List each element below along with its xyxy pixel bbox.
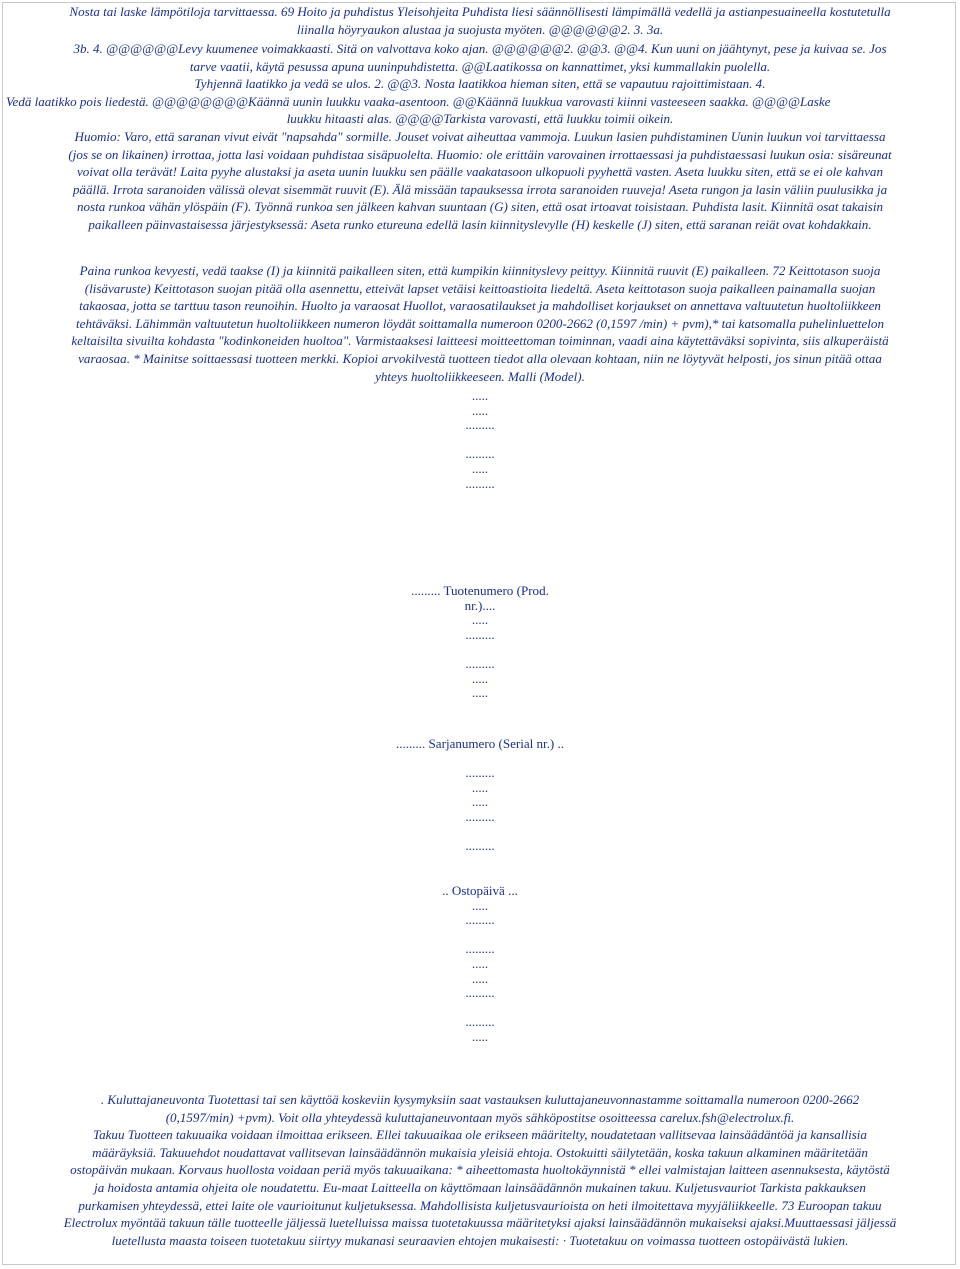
fill-in-line: ..... [471, 1028, 489, 1044]
text-line: (jos se on likainen) irrottaa, jotta lasi voidaan puhdistaa sisäpuolelta. Huomio: ole erittäin varovainen irrottaessasi ja puhdistaessasi luukun osia: sisäreunat [68, 146, 892, 162]
purchase-date-label: .. Ostopäivä ... [442, 883, 518, 898]
fill-in-line: ......... [465, 765, 495, 781]
fill-in-line: ......... [465, 475, 495, 491]
fill-in-line: ......... [465, 912, 495, 928]
fill-in-line [0, 928, 960, 943]
text-line: paikalleen päinvastaisessa järjestyksessä: Aseta runko etureuna edellä lasin kiinnityslevylle (H) keskelle (J) siten, että saranan reiät ovat kohdakkain. [88, 216, 872, 232]
text-line: nosta runkoa vähän ylöspäin (F). Työnnä runkoa sen jälkeen kahvan suuntaan (G) siten, että osat irtoavat toisistaan. Puhdista lasit. Kiinnitä osat takaisin [76, 199, 884, 215]
fill-in-line: ..... [471, 955, 489, 971]
text-line: Tyhjennä laatikko ja vedä se ulos. 2. @@3. Nosta laatikkoa hieman siten, että se vapautuu rajoittimistaan. 4. [194, 76, 766, 92]
text-line: Takuu Tuotteen takuuaika voidaan ilmoittaa erikseen. Ellei takuuaikaa ole erikseen määritelty, noudatetaan vallitsevaa lainsäädäntöä ja kansallisia [93, 1127, 867, 1143]
text-line: luetellusta maasta toiseen tuotetakuu siirtyy mukanasi seuraavien ehtojen mukaisesti: · Tuotetakuu on voimassa tuotteen ostopäivästä lukien. [111, 1232, 849, 1248]
text-line: . Kuluttajaneuvonta Tuotettasi tai sen käyttöä koskeviin kysymyksiin saat vastauksen kuluttajaneuvonnastamme soittamalla numeroon 0200-2662 [100, 1092, 860, 1107]
text-line: voivat olla terävät! Laita pyyhe alustaksi ja aseta uunin luukku sen päälle vaakatasoon ulkopuoli pyyhettä vasten. Aseta luukku siten, että se ei ole kahvan [77, 164, 883, 180]
text-line: (lisävaruste) Keittotason suojan pitää olla asennettu, etteivät lapset vetäisi keittoastioita liedeltä. Aseta keittotason suoja paikalleen painamalla suojan [84, 280, 876, 296]
text-line: ostopäivän mukaan. Korvaus huollosta voidaan periä myös takuuaikana: * aiheettomasta huoltokäynnistä * ellei valmistajan laitteen asennuksesta, käytöstä [70, 1162, 890, 1178]
fill-in-line [0, 1001, 960, 1016]
service-paragraph [0, 262, 960, 385]
text-line: (0,1597/min) +pvm). Voit olla yhteydessä kuluttajaneuvontaan myös sähköpostitse osoitteessa carelux.fsh@electrolux.fi. [165, 1109, 795, 1125]
fill-in-line: ..... [471, 612, 489, 628]
fill-in-line: ..... [471, 779, 489, 795]
fill-in-line: ..... [471, 670, 489, 686]
text-line: luukku hitaasti alas. @@@@Tarkista varovasti, että luukku toimii oikein. [286, 111, 674, 127]
text-line: purkamisen yhteydessä, ettei laite ole vaurioitunut kuljetuksessa. Mahdollisista kuljetusvaurioista on heti ilmoitettava myyjäliikkeelle. 73 Euroopan takuu [78, 1197, 882, 1213]
product-number-field [0, 584, 960, 701]
text-line: Paina runkoa kevyesti, vedä taakse (I) ja kiinnitä paikalleen siten, että kumpikin kiinnityslevy peittyy. Kiinnitä ruuvit (E) paikalleen. 72 Keittotason suoja [79, 263, 881, 278]
fill-in-line: ..... [471, 685, 489, 701]
fill-in-line [0, 433, 960, 448]
fill-in-line: ..... [471, 402, 489, 418]
model-fill-in-lines [0, 389, 960, 491]
fill-in-line: ..... [471, 970, 489, 986]
fill-in-line: ..... [471, 460, 489, 476]
fill-in-line [0, 752, 960, 767]
fill-in-line: ..... [471, 897, 489, 913]
fill-in-line: ......... [465, 838, 495, 854]
text-line: määräyksiä. Takuuehdot noudattavat vallitsevan lainsäädännön mukaisia yleisiä ehtoja. Ostokuitti säilytetään, koska takuun alkaminen määritetään [92, 1144, 868, 1160]
text-line: liinalla höyryaukon alustaa ja suojusta myöten. @@@@@@2. 3. 3a. [296, 21, 664, 37]
consumer-advice-and-warranty [0, 1091, 960, 1249]
fill-in-line: ......... [465, 446, 495, 462]
fill-in-line: ......... [465, 1014, 495, 1030]
maintenance-paragraph [0, 40, 960, 234]
fill-in-line: ......... [465, 941, 495, 957]
text-line: yhteys huoltoliikkeeseen. Malli (Model). [375, 368, 585, 384]
serial-number-label: ......... Sarjanumero (Serial nr.) .. [395, 736, 565, 751]
purchase-date-field [0, 884, 960, 1045]
text-line: tarve vaatii, käytä pesussa apuna uuninpuhdistetta. @@Laatikossa on kannattimet, yksi kummallakin puolella. [189, 58, 771, 74]
text-line: päällä. Irrota saranoiden välissä olevat sisemmät ruuvit (E). Älä missään tapauksessa irrota saranoiden ruuveja! Aseta rungon ja lasin väliin puulusikka ja [72, 181, 888, 197]
text-line: Electrolux myöntää takuun tälle tuotteelle jäljessä luetelluissa maissa tuotetakuussa määritetyksi ajaksi lainsäädännön mukaiseksi ajaksi.Muuttaessasi jäljessä [63, 1215, 897, 1231]
fill-in-line: ......... [465, 626, 495, 642]
intro-paragraph [0, 3, 960, 38]
text-line: Huomio: Varo, että saranan vivut eivät "napsahda" sormille. Jouset voivat aiheuttaa vammoja. Luukun lasien puhdistaminen Uunin luukun voi tarvittaessa [74, 128, 886, 144]
fill-in-line [0, 825, 960, 840]
fill-in-line: ..... [471, 388, 489, 403]
text-line: Vedä laatikko pois liedestä. @@@@@@@@Käännä uunin luukku vaaka-asentoon. @@Käännä luukkua varovasti kiinni vasteeseen saakka. @@@@Laske [6, 93, 831, 109]
fill-in-line [0, 642, 960, 657]
serial-number-field [0, 737, 960, 854]
text-line: 3b. 4. @@@@@@Levy kuumenee voimakkaasti. Sitä on valvottava koko ajan. @@@@@@2. @@3. @@4. Kun uuni on jäähtynyt, pese ja kuivaa se. Jos [73, 41, 887, 56]
text-line: takaosaa, jotta se tarttuu tason reunoihin. Huolto ja varaosat Huollot, varaosatilaukset ja mahdolliset korjaukset on annettava valtuutetun huoltoliikkeen [79, 298, 881, 314]
text-line: tehtäväksi. Lähimmän valtuutetun huoltoliikkeen numeron löydät soittamalla numeroon 0200-2662 (0,1597 /min) + pvm),* tai katsomalla puhelinluettelon [76, 315, 884, 331]
fill-in-line: ......... [465, 985, 495, 1001]
text-line: keltaisilta sivuilta kohdasta "kodinkoneiden huoltoa". Varmistaaksesi laitteesi moitteettoman toiminnan, vaadi aina käytettäväksi sopivinta, siis alkuperäistä [71, 333, 889, 349]
text-line: ja hoidosta antamia ohjeita ole noudatettu. Eu-maat Laitteella on käyttömaan lainsäädännön mukainen takuu. Kuljetusvauriot Tarkista pakkauksen [94, 1179, 866, 1195]
text-line: Nosta tai laske lämpötiloja tarvittaessa. 69 Hoito ja puhdistus Yleisohjeita Puhdista liesi säännöllisesti lämpimällä vedellä ja astianpesuaineella kostutetulla [69, 4, 891, 19]
fill-in-line: ......... [465, 808, 495, 824]
product-number-label-cont: nr.).... [464, 597, 496, 613]
product-number-label: ......... Tuotenumero (Prod. [411, 583, 549, 598]
text-line: varaosaa. * Mainitse soittaessasi tuotteen merkki. Kopioi arvokilvestä tuotteen tiedot alla olevaan kohtaan, niin ne löytyvät helposti, jos sinun pitää ottaa [78, 350, 882, 366]
fill-in-line: ..... [471, 794, 489, 810]
fill-in-line: ......... [465, 417, 495, 433]
fill-in-line: ......... [465, 655, 495, 671]
